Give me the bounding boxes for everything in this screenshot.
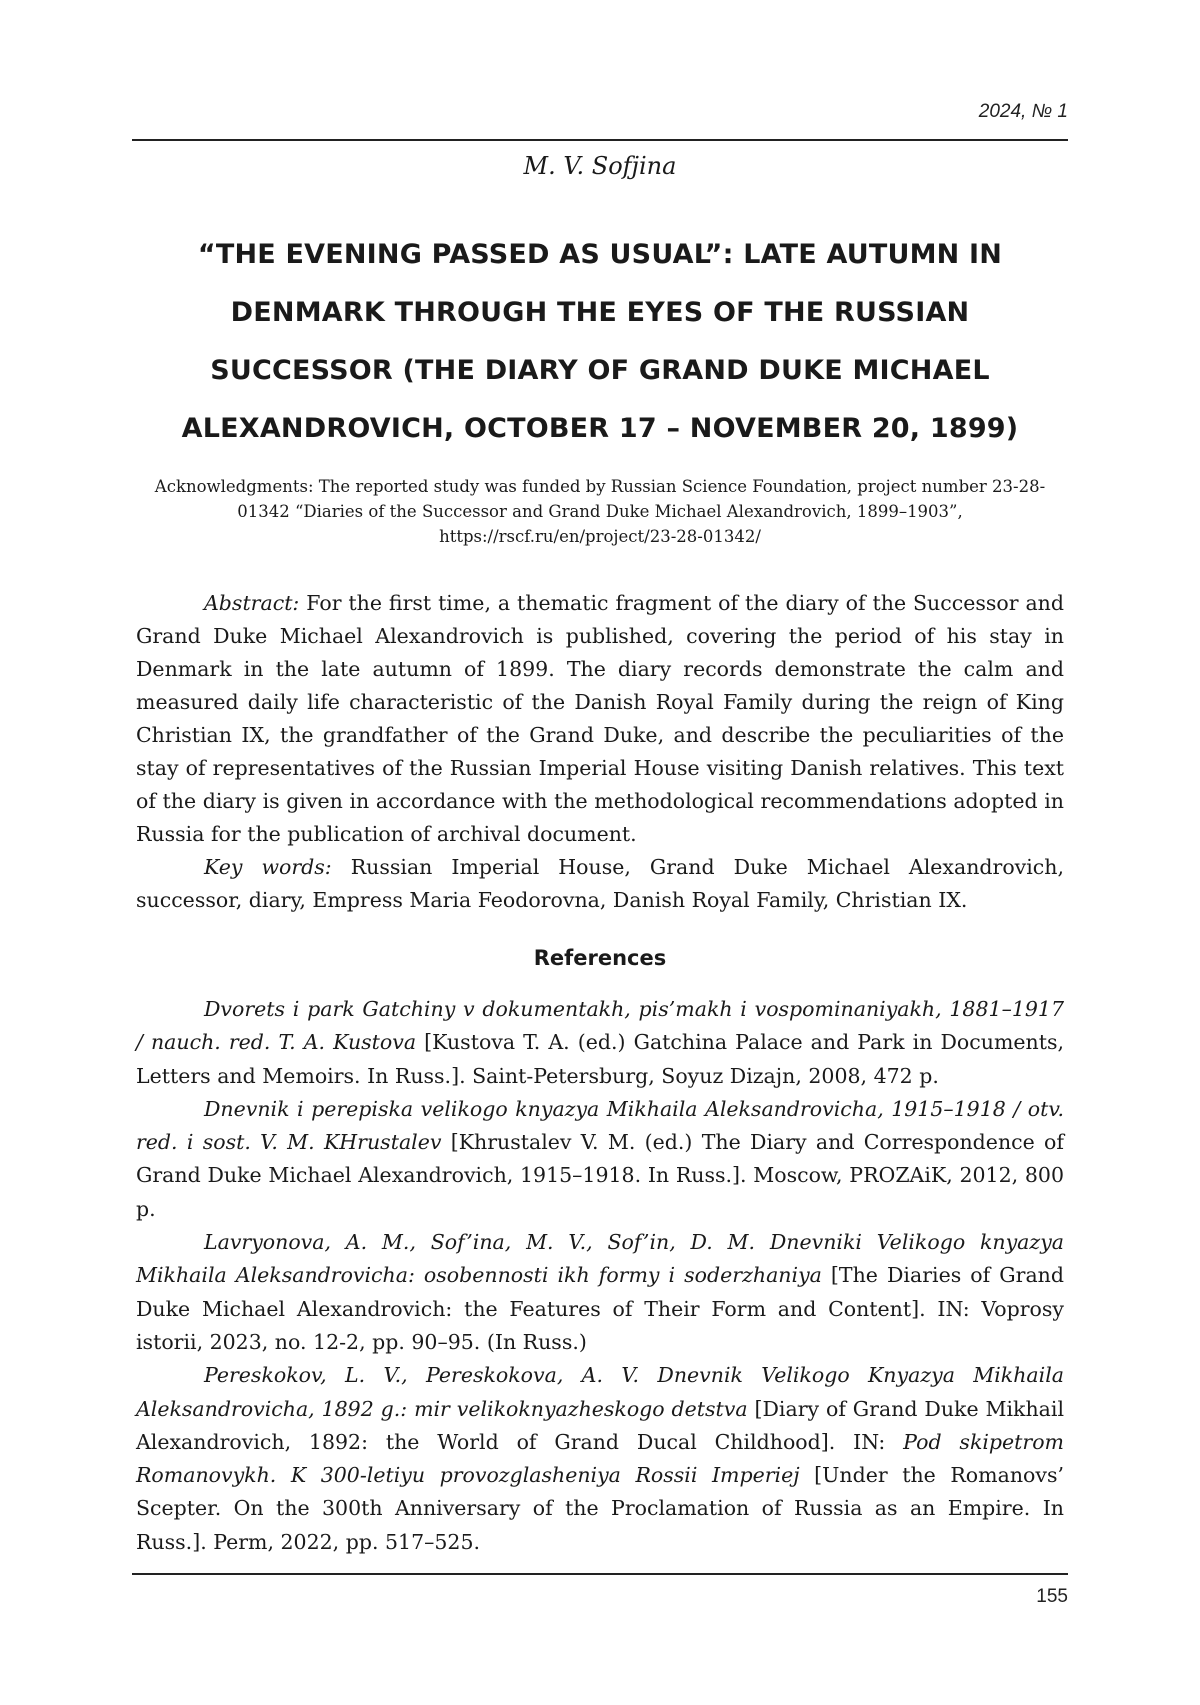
reference-italic: Pereskokov, L. V., Pereskokova, A. V. Dnevnik Velikogo Knyazya Mikhaila Aleksandrovicha, 1892 g.: mir velikoknyazheskogo detstva — [136, 1363, 1064, 1421]
reference-item — [136, 1359, 1064, 1559]
reference-item — [136, 1226, 1064, 1359]
footer-rule — [132, 1573, 1068, 1575]
header-rule — [132, 139, 1068, 141]
article-title: “THE EVENING PASSED AS USUAL”: LATE AUTUMN IN DENMARK THROUGH THE EYES OF THE RUSSIAN SUCCESSOR (THE DIARY OF GRAND DUKE MICHAEL ALEXANDROVICH, OCTOBER 17 – NOVEMBER 20, 1899) — [181, 239, 1019, 444]
abstract-section — [136, 587, 1064, 917]
reference-rest: [The Diaries of Grand Duke Michael Alexandrovich: the Features of Their Form and Content]. IN: Voprosy istorii, 2023, no. 12-2, pp. 90–95. (In Russ.) — [136, 1263, 1064, 1354]
reference-rest: [Under the Romanovs’ Scepter. On the 300th Anniversary of the Proclamation of Russia as an Empire. In Russ.]. Perm, 2022, pp. 517–525. — [136, 1463, 1064, 1554]
references-list — [136, 993, 1064, 1559]
reference-italic: Dnevnik i perepiska velikogo knyazya Mikhaila Aleksandrovicha, 1915–1918 / otv. red. i sost. V. M. KHrustalev — [136, 1096, 1064, 1155]
reference-italic: Dvorets i park Gatchiny v dokumentakh, pis’makh i vospominaniyakh, 1881–1917 / nauch. red. T. A. Kustova — [136, 997, 1064, 1055]
keywords-label: Key words: — [204, 855, 332, 879]
reference-item — [136, 993, 1064, 1093]
reference-rest: [Kustova T. A. (ed.) Gatchina Palace and Park in Documents, Letters and Memoirs. In Russ.]. Saint-Petersburg, Soyuz Dizajn, 2008, 472 p. — [136, 1030, 1064, 1088]
issue-number: 2024, № 1 — [978, 101, 1068, 122]
keywords-text: Russian Imperial House, Grand Duke Michael Alexandrovich, successor, diary, Empress Maria Feodorovna, Danish Royal Family, Christian IX. — [136, 855, 1064, 912]
reference-item — [136, 1093, 1064, 1226]
abstract-label: Abstract: — [204, 591, 300, 615]
abstract-paragraph — [136, 587, 1064, 851]
abstract-text: For the first time, a thematic fragment of the diary of the Successor and Grand Duke Michael Alexandrovich is published, covering the period of his stay in Denmark in the late autumn of 1899. The diary records demonstrate the calm and measured daily life characteristic of the Danish Royal Family during the reign of King Christian IX, the grandfather of the Grand Duke, and describe the peculiarities of the stay of representatives of the Russian Imperial House visiting Danish relatives. This text of the diary is given in accordance with the methodological recommendations adopted in Russia for the publication of archival document. — [136, 591, 1064, 846]
references-heading: References — [533, 946, 667, 970]
author-name: M. V. Sofjina — [523, 152, 677, 180]
acknowledgments: Acknowledgments: The reported study was funded by Russian Science Foundation, project number 23-28-01342 “Diaries of the Successor and Grand Duke Michael Alexandrovich, 1899–1903”, https://rscf.ru/en/project/23-28-01342/ — [154, 477, 1046, 546]
reference-rest: [Khrustalev V. M. (ed.) The Diary and Correspondence of Grand Duke Michael Alexandrovich, 1915–1918. In Russ.]. Moscow, PROZAiK, 2012, 800 p. — [136, 1130, 1064, 1221]
reference-mid: [Diary of Grand Duke Mikhail Alexandrovich, 1892: the World of Grand Ducal Childhood]. IN: — [136, 1396, 1064, 1454]
keywords-paragraph — [136, 851, 1064, 917]
page-number: 155 — [1036, 1586, 1068, 1607]
reference-italic: Lavryonova, A. M., Sof’ina, M. V., Sof’in, D. M. Dnevniki Velikogo knyazya Mikhaila Aleksandrovicha: osobennosti ikh formy i soderzhaniya — [136, 1230, 1064, 1288]
reference-italic-secondary: Pod skipetrom Romanovykh. K 300-letiyu provozglasheniya Rossii Imperiej — [136, 1429, 1064, 1488]
